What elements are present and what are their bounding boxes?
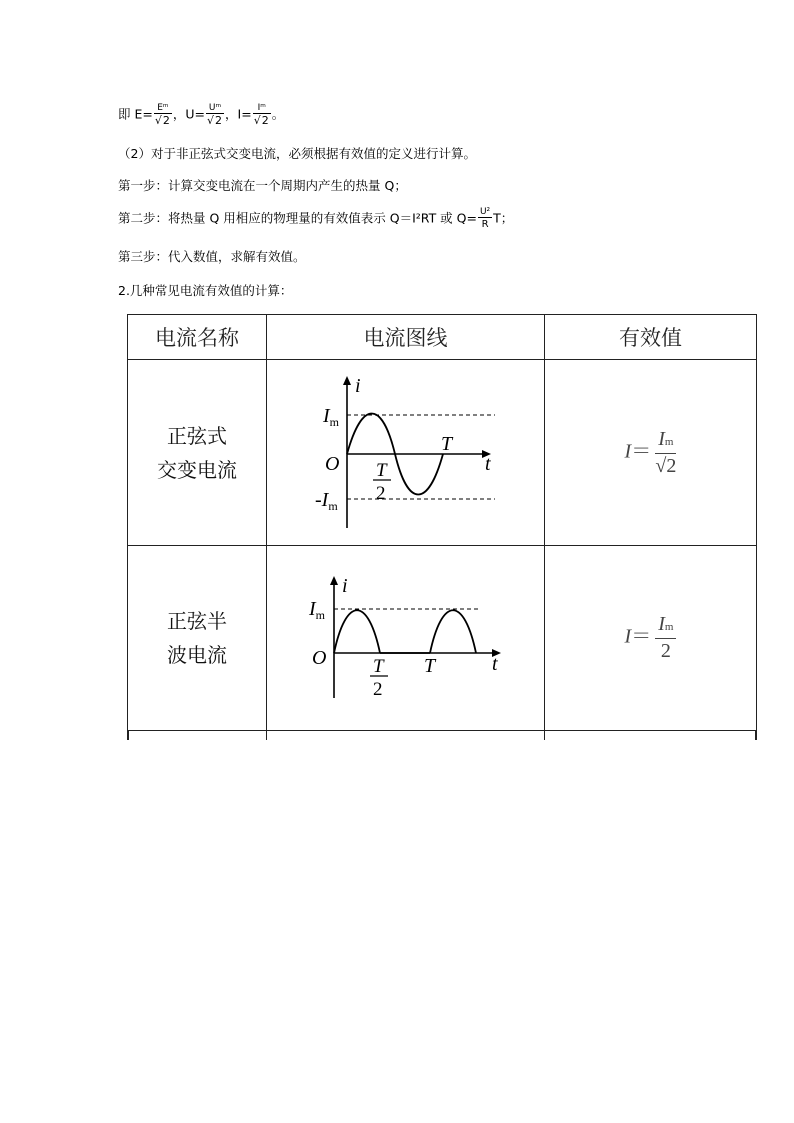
peak-label: $I_m$	[309, 598, 326, 622]
table-continuation-right	[755, 730, 757, 740]
row-name-cell: 正弦式 交变电流	[128, 360, 267, 546]
step-two: 第二步：将热量 Q 用相应的物理量的有效值表示 Q＝I²RT 或 Q= $\frac{\text{U²}}{R}$ T；	[118, 207, 514, 230]
table-continuation-divider-2	[544, 730, 545, 740]
u2-over-r-fraction: $\frac{\text{U²}}{R}$	[479, 207, 491, 230]
peak-label: $I_m$	[323, 405, 340, 429]
sine-rms-formula: I＝ $\frac{Im}{√2}$	[624, 427, 677, 477]
step-one: 第一步：计算交变电流在一个周期内产生的热量 Q；	[118, 178, 407, 193]
half-wave-rms-formula: I＝ $\frac{Im}{2}$	[545, 613, 756, 663]
half-period-num: T	[373, 656, 384, 677]
paragraph-non-sinusoidal: （2）对于非正弦式交变电流，必须根据有效值的定义进行计算。	[118, 146, 476, 161]
sine-wave-graph	[267, 360, 544, 545]
table-continuation-left	[127, 730, 129, 740]
header-effective-value: 有效值	[545, 315, 757, 360]
row-formula-cell	[545, 360, 757, 546]
origin-label: O	[312, 647, 327, 669]
table-row	[128, 546, 757, 731]
period-label: T	[441, 433, 453, 455]
effective-value-table	[127, 314, 757, 731]
half-period-den: 2	[376, 483, 386, 504]
current-axis-arrow	[330, 576, 338, 585]
row-name-cell: 正弦半 波电流	[128, 546, 267, 731]
half-wave-graph	[267, 546, 544, 730]
e-fraction: $\frac{\text{Eᵐ}}{√2}$	[154, 103, 170, 127]
table-continuation-divider-1	[266, 730, 267, 740]
half-wave-pulse-2	[430, 610, 476, 653]
header-current-graph: 电流图线	[267, 315, 545, 360]
row-graph-cell	[267, 546, 545, 731]
half-period-num: T	[376, 460, 387, 481]
axis-i-label: i	[355, 375, 361, 397]
current-axis-arrow	[343, 376, 351, 385]
step-three: 第三步：代入数值，求解有效值。	[118, 249, 306, 264]
axis-t-label: t	[492, 653, 498, 675]
section-heading: 2.几种常见电流有效值的计算：	[118, 283, 293, 298]
half-wave-pulse-1	[334, 610, 380, 653]
i-fraction: $\frac{\text{Iᵐ}}{√2}$	[253, 103, 269, 127]
row-formula-cell	[545, 546, 757, 731]
period-label: T	[424, 655, 436, 677]
axis-t-label: t	[485, 453, 491, 475]
origin-label: O	[325, 453, 340, 475]
u-fraction: $\frac{\text{Uᵐ}}{√2}$	[207, 103, 223, 127]
table-row	[128, 360, 757, 546]
axis-i-label: i	[342, 575, 348, 597]
effective-value-relations: 即 E= $\frac{\text{Eᵐ}}{√2}$ ，U= $\frac{\text{Uᵐ}}{√2}$ ，I= $\frac{\text{Iᵐ}}{√2}$ 。	[118, 103, 285, 127]
header-current-name: 电流名称	[128, 315, 267, 360]
half-period-den: 2	[373, 679, 383, 700]
trough-label: $-I_m$	[315, 489, 338, 513]
row-graph-cell	[267, 360, 545, 546]
table-header-row	[128, 315, 757, 360]
